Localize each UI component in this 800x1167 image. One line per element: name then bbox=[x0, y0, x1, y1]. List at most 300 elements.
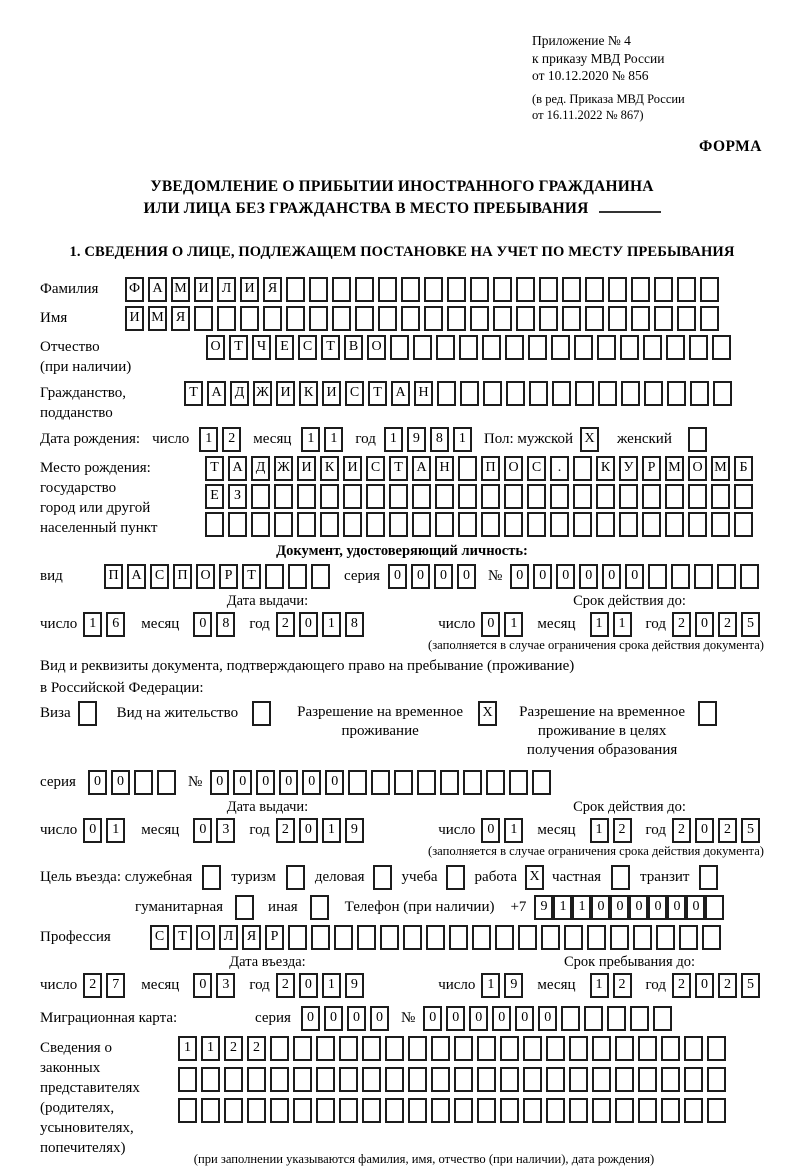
char-cell[interactable] bbox=[332, 306, 351, 331]
char-cell[interactable] bbox=[711, 512, 730, 537]
char-cell[interactable] bbox=[477, 1067, 496, 1092]
char-cell[interactable] bbox=[343, 512, 362, 537]
char-cell[interactable]: 5 bbox=[741, 818, 760, 843]
char-cell[interactable] bbox=[297, 484, 316, 509]
char-cell[interactable]: К bbox=[596, 456, 615, 481]
char-cell[interactable]: О bbox=[504, 456, 523, 481]
char-cell[interactable]: Т bbox=[368, 381, 387, 406]
char-cell[interactable] bbox=[607, 1006, 626, 1031]
purpose-business-checkbox[interactable] bbox=[373, 865, 392, 890]
char-cell[interactable] bbox=[575, 381, 594, 406]
char-cell[interactable]: 2 bbox=[613, 818, 632, 843]
char-cell[interactable] bbox=[389, 512, 408, 537]
birth-year-cells[interactable] bbox=[384, 427, 476, 452]
char-cell[interactable]: И bbox=[125, 306, 144, 331]
char-cell[interactable] bbox=[523, 1067, 542, 1092]
char-cell[interactable] bbox=[615, 1098, 634, 1123]
char-cell[interactable]: 0 bbox=[411, 564, 430, 589]
char-cell[interactable]: И bbox=[297, 456, 316, 481]
char-cell[interactable] bbox=[527, 484, 546, 509]
char-cell[interactable] bbox=[355, 306, 374, 331]
char-cell[interactable]: А bbox=[391, 381, 410, 406]
visa-checkbox[interactable] bbox=[78, 701, 97, 726]
char-cell[interactable] bbox=[228, 512, 247, 537]
char-cell[interactable]: У bbox=[619, 456, 638, 481]
phone-cells[interactable] bbox=[534, 895, 724, 920]
char-cell[interactable] bbox=[661, 1098, 680, 1123]
char-cell[interactable] bbox=[596, 484, 615, 509]
birth-place-cells-row3[interactable] bbox=[205, 512, 757, 537]
char-cell[interactable] bbox=[412, 484, 431, 509]
char-cell[interactable] bbox=[679, 925, 698, 950]
char-cell[interactable] bbox=[539, 306, 558, 331]
char-cell[interactable] bbox=[546, 1036, 565, 1061]
char-cell[interactable]: 1 bbox=[481, 973, 500, 998]
char-cell[interactable] bbox=[702, 925, 721, 950]
char-cell[interactable] bbox=[426, 925, 445, 950]
char-cell[interactable]: 0 bbox=[347, 1006, 366, 1031]
char-cell[interactable] bbox=[470, 277, 489, 302]
char-cell[interactable]: Т bbox=[389, 456, 408, 481]
char-cell[interactable] bbox=[546, 1098, 565, 1123]
char-cell[interactable] bbox=[417, 770, 436, 795]
profession-cells[interactable] bbox=[150, 925, 725, 950]
char-cell[interactable] bbox=[332, 277, 351, 302]
char-cell[interactable]: Т bbox=[184, 381, 203, 406]
char-cell[interactable]: Я bbox=[263, 277, 282, 302]
char-cell[interactable]: 1 bbox=[106, 818, 125, 843]
char-cell[interactable]: А bbox=[127, 564, 146, 589]
char-cell[interactable]: И bbox=[194, 277, 213, 302]
char-cell[interactable] bbox=[592, 1067, 611, 1092]
char-cell[interactable] bbox=[638, 1036, 657, 1061]
char-cell[interactable]: С bbox=[298, 335, 317, 360]
char-cell[interactable] bbox=[366, 512, 385, 537]
char-cell[interactable] bbox=[458, 456, 477, 481]
char-cell[interactable]: 0 bbox=[533, 564, 552, 589]
char-cell[interactable] bbox=[690, 381, 709, 406]
char-cell[interactable] bbox=[573, 456, 592, 481]
char-cell[interactable]: 2 bbox=[718, 973, 737, 998]
char-cell[interactable] bbox=[316, 1036, 335, 1061]
char-cell[interactable] bbox=[309, 306, 328, 331]
char-cell[interactable] bbox=[597, 335, 616, 360]
char-cell[interactable]: Т bbox=[242, 564, 261, 589]
char-cell[interactable]: А bbox=[412, 456, 431, 481]
char-cell[interactable] bbox=[504, 512, 523, 537]
char-cell[interactable]: П bbox=[481, 456, 500, 481]
char-cell[interactable] bbox=[366, 484, 385, 509]
char-cell[interactable] bbox=[550, 484, 569, 509]
char-cell[interactable] bbox=[656, 925, 675, 950]
issue1-valid-year-cells[interactable] bbox=[672, 612, 764, 637]
char-cell[interactable]: 0 bbox=[625, 564, 644, 589]
char-cell[interactable]: Р bbox=[265, 925, 284, 950]
char-cell[interactable] bbox=[505, 335, 524, 360]
char-cell[interactable] bbox=[562, 306, 581, 331]
char-cell[interactable]: О bbox=[196, 564, 215, 589]
char-cell[interactable] bbox=[638, 1098, 657, 1123]
char-cell[interactable]: С bbox=[150, 925, 169, 950]
char-cell[interactable]: 2 bbox=[718, 612, 737, 637]
char-cell[interactable] bbox=[654, 277, 673, 302]
char-cell[interactable]: 0 bbox=[610, 895, 629, 920]
char-cell[interactable]: 0 bbox=[686, 895, 705, 920]
char-cell[interactable]: М bbox=[148, 306, 167, 331]
char-cell[interactable]: И bbox=[240, 277, 259, 302]
char-cell[interactable] bbox=[316, 1098, 335, 1123]
char-cell[interactable]: В bbox=[344, 335, 363, 360]
char-cell[interactable] bbox=[201, 1098, 220, 1123]
migration-series-cells[interactable] bbox=[301, 1006, 393, 1031]
char-cell[interactable] bbox=[500, 1067, 519, 1092]
char-cell[interactable] bbox=[355, 277, 374, 302]
char-cell[interactable] bbox=[500, 1036, 519, 1061]
char-cell[interactable] bbox=[587, 925, 606, 950]
char-cell[interactable]: 1 bbox=[322, 973, 341, 998]
entry-month-cells[interactable] bbox=[193, 973, 239, 998]
char-cell[interactable] bbox=[431, 1036, 450, 1061]
birth-month-cells[interactable] bbox=[301, 427, 347, 452]
char-cell[interactable]: Р bbox=[219, 564, 238, 589]
char-cell[interactable] bbox=[707, 1098, 726, 1123]
char-cell[interactable] bbox=[495, 925, 514, 950]
char-cell[interactable] bbox=[644, 381, 663, 406]
char-cell[interactable] bbox=[437, 381, 456, 406]
purpose-humanitarian-checkbox[interactable] bbox=[235, 895, 254, 920]
char-cell[interactable] bbox=[598, 381, 617, 406]
char-cell[interactable]: С bbox=[345, 381, 364, 406]
char-cell[interactable] bbox=[270, 1067, 289, 1092]
char-cell[interactable] bbox=[592, 1098, 611, 1123]
char-cell[interactable] bbox=[596, 512, 615, 537]
char-cell[interactable] bbox=[339, 1036, 358, 1061]
char-cell[interactable]: 9 bbox=[534, 895, 553, 920]
char-cell[interactable]: А bbox=[148, 277, 167, 302]
issue2-year-cells[interactable] bbox=[276, 818, 368, 843]
char-cell[interactable] bbox=[661, 1036, 680, 1061]
char-cell[interactable] bbox=[343, 484, 362, 509]
char-cell[interactable]: 0 bbox=[83, 818, 102, 843]
char-cell[interactable] bbox=[615, 1036, 634, 1061]
char-cell[interactable] bbox=[573, 512, 592, 537]
char-cell[interactable]: 0 bbox=[648, 895, 667, 920]
char-cell[interactable] bbox=[684, 1098, 703, 1123]
char-cell[interactable] bbox=[378, 277, 397, 302]
identity-number-cells[interactable] bbox=[510, 564, 763, 589]
char-cell[interactable]: 0 bbox=[492, 1006, 511, 1031]
char-cell[interactable] bbox=[401, 306, 420, 331]
char-cell[interactable] bbox=[481, 512, 500, 537]
char-cell[interactable]: 2 bbox=[613, 973, 632, 998]
char-cell[interactable]: А bbox=[228, 456, 247, 481]
char-cell[interactable]: 1 bbox=[613, 612, 632, 637]
char-cell[interactable]: 9 bbox=[407, 427, 426, 452]
char-cell[interactable]: 0 bbox=[111, 770, 130, 795]
char-cell[interactable] bbox=[316, 1067, 335, 1092]
char-cell[interactable]: 0 bbox=[695, 973, 714, 998]
char-cell[interactable] bbox=[240, 306, 259, 331]
char-cell[interactable] bbox=[493, 306, 512, 331]
char-cell[interactable] bbox=[643, 335, 662, 360]
char-cell[interactable] bbox=[293, 1036, 312, 1061]
char-cell[interactable]: 0 bbox=[299, 612, 318, 637]
char-cell[interactable]: 9 bbox=[345, 818, 364, 843]
char-cell[interactable] bbox=[286, 306, 305, 331]
char-cell[interactable]: 0 bbox=[667, 895, 686, 920]
migration-number-cells[interactable] bbox=[423, 1006, 676, 1031]
char-cell[interactable]: 0 bbox=[457, 564, 476, 589]
char-cell[interactable] bbox=[621, 381, 640, 406]
char-cell[interactable] bbox=[205, 512, 224, 537]
citizenship-cells[interactable] bbox=[184, 381, 736, 406]
char-cell[interactable]: 1 bbox=[553, 895, 572, 920]
char-cell[interactable]: К bbox=[299, 381, 318, 406]
char-cell[interactable]: М bbox=[171, 277, 190, 302]
char-cell[interactable] bbox=[654, 306, 673, 331]
purpose-other-checkbox[interactable] bbox=[310, 895, 329, 920]
char-cell[interactable] bbox=[293, 1067, 312, 1092]
char-cell[interactable] bbox=[348, 770, 367, 795]
purpose-transit-checkbox[interactable] bbox=[699, 865, 718, 890]
issue2-valid-day-cells[interactable] bbox=[481, 818, 527, 843]
char-cell[interactable] bbox=[472, 925, 491, 950]
char-cell[interactable]: Ж bbox=[274, 456, 293, 481]
char-cell[interactable]: 0 bbox=[193, 612, 212, 637]
char-cell[interactable]: 0 bbox=[193, 818, 212, 843]
char-cell[interactable] bbox=[311, 925, 330, 950]
char-cell[interactable] bbox=[661, 1067, 680, 1092]
char-cell[interactable]: 0 bbox=[370, 1006, 389, 1031]
char-cell[interactable]: 1 bbox=[384, 427, 403, 452]
char-cell[interactable]: К bbox=[320, 456, 339, 481]
char-cell[interactable] bbox=[320, 484, 339, 509]
char-cell[interactable] bbox=[435, 484, 454, 509]
entry-day-cells[interactable] bbox=[83, 973, 129, 998]
char-cell[interactable] bbox=[403, 925, 422, 950]
char-cell[interactable] bbox=[541, 925, 560, 950]
doc2-series-cells[interactable] bbox=[88, 770, 180, 795]
char-cell[interactable] bbox=[288, 564, 307, 589]
char-cell[interactable]: 2 bbox=[276, 612, 295, 637]
identity-series-cells[interactable] bbox=[388, 564, 480, 589]
char-cell[interactable] bbox=[449, 925, 468, 950]
char-cell[interactable] bbox=[394, 770, 413, 795]
char-cell[interactable]: Я bbox=[242, 925, 261, 950]
char-cell[interactable] bbox=[539, 277, 558, 302]
char-cell[interactable] bbox=[293, 1098, 312, 1123]
char-cell[interactable]: 1 bbox=[590, 612, 609, 637]
purpose-tourism-checkbox[interactable] bbox=[286, 865, 305, 890]
char-cell[interactable] bbox=[357, 925, 376, 950]
char-cell[interactable] bbox=[648, 564, 667, 589]
char-cell[interactable]: Д bbox=[251, 456, 270, 481]
char-cell[interactable]: 0 bbox=[481, 818, 500, 843]
char-cell[interactable] bbox=[631, 277, 650, 302]
char-cell[interactable] bbox=[311, 564, 330, 589]
char-cell[interactable]: П bbox=[104, 564, 123, 589]
char-cell[interactable]: А bbox=[207, 381, 226, 406]
char-cell[interactable]: 2 bbox=[83, 973, 102, 998]
char-cell[interactable] bbox=[274, 512, 293, 537]
char-cell[interactable] bbox=[477, 1036, 496, 1061]
char-cell[interactable]: 2 bbox=[672, 973, 691, 998]
char-cell[interactable] bbox=[470, 306, 489, 331]
char-cell[interactable] bbox=[688, 512, 707, 537]
char-cell[interactable]: 1 bbox=[590, 818, 609, 843]
char-cell[interactable] bbox=[436, 335, 455, 360]
char-cell[interactable]: 2 bbox=[718, 818, 737, 843]
char-cell[interactable] bbox=[440, 770, 459, 795]
char-cell[interactable] bbox=[362, 1036, 381, 1061]
char-cell[interactable] bbox=[362, 1067, 381, 1092]
char-cell[interactable]: П bbox=[173, 564, 192, 589]
char-cell[interactable]: 1 bbox=[322, 612, 341, 637]
char-cell[interactable]: 1 bbox=[322, 818, 341, 843]
char-cell[interactable] bbox=[677, 277, 696, 302]
char-cell[interactable] bbox=[509, 770, 528, 795]
char-cell[interactable]: 1 bbox=[324, 427, 343, 452]
char-cell[interactable] bbox=[481, 484, 500, 509]
char-cell[interactable]: О bbox=[196, 925, 215, 950]
char-cell[interactable] bbox=[339, 1067, 358, 1092]
char-cell[interactable] bbox=[653, 1006, 672, 1031]
purpose-study-checkbox[interactable] bbox=[446, 865, 465, 890]
char-cell[interactable] bbox=[631, 306, 650, 331]
char-cell[interactable] bbox=[401, 277, 420, 302]
char-cell[interactable]: 1 bbox=[590, 973, 609, 998]
char-cell[interactable]: Ф bbox=[125, 277, 144, 302]
purpose-work-checkbox[interactable]: X bbox=[525, 865, 544, 890]
char-cell[interactable] bbox=[705, 895, 724, 920]
char-cell[interactable]: 2 bbox=[224, 1036, 243, 1061]
entry-valid-year-cells[interactable] bbox=[672, 973, 764, 998]
char-cell[interactable] bbox=[573, 484, 592, 509]
char-cell[interactable]: О bbox=[688, 456, 707, 481]
char-cell[interactable] bbox=[711, 484, 730, 509]
char-cell[interactable] bbox=[707, 1067, 726, 1092]
char-cell[interactable] bbox=[528, 335, 547, 360]
char-cell[interactable]: И bbox=[343, 456, 362, 481]
char-cell[interactable] bbox=[463, 770, 482, 795]
char-cell[interactable] bbox=[527, 512, 546, 537]
char-cell[interactable] bbox=[734, 484, 753, 509]
char-cell[interactable] bbox=[712, 335, 731, 360]
char-cell[interactable] bbox=[134, 770, 153, 795]
char-cell[interactable]: 8 bbox=[430, 427, 449, 452]
char-cell[interactable]: 2 bbox=[276, 818, 295, 843]
char-cell[interactable] bbox=[666, 335, 685, 360]
char-cell[interactable]: Т bbox=[321, 335, 340, 360]
char-cell[interactable] bbox=[500, 1098, 519, 1123]
char-cell[interactable] bbox=[435, 512, 454, 537]
char-cell[interactable]: 0 bbox=[579, 564, 598, 589]
char-cell[interactable]: Н bbox=[435, 456, 454, 481]
char-cell[interactable]: 0 bbox=[256, 770, 275, 795]
char-cell[interactable] bbox=[483, 381, 502, 406]
char-cell[interactable] bbox=[447, 306, 466, 331]
char-cell[interactable] bbox=[516, 277, 535, 302]
birth-place-cells-row1[interactable] bbox=[205, 456, 757, 481]
char-cell[interactable]: . bbox=[550, 456, 569, 481]
char-cell[interactable] bbox=[561, 1006, 580, 1031]
char-cell[interactable]: 7 bbox=[106, 973, 125, 998]
char-cell[interactable] bbox=[178, 1067, 197, 1092]
char-cell[interactable]: 0 bbox=[602, 564, 621, 589]
char-cell[interactable] bbox=[619, 512, 638, 537]
char-cell[interactable]: 0 bbox=[423, 1006, 442, 1031]
issue2-month-cells[interactable] bbox=[193, 818, 239, 843]
char-cell[interactable] bbox=[615, 1067, 634, 1092]
char-cell[interactable] bbox=[569, 1067, 588, 1092]
char-cell[interactable] bbox=[518, 925, 537, 950]
birth-place-cells-row2[interactable] bbox=[205, 484, 757, 509]
char-cell[interactable] bbox=[569, 1098, 588, 1123]
char-cell[interactable] bbox=[592, 1036, 611, 1061]
char-cell[interactable]: М bbox=[665, 456, 684, 481]
char-cell[interactable]: 0 bbox=[301, 1006, 320, 1031]
char-cell[interactable] bbox=[493, 277, 512, 302]
char-cell[interactable] bbox=[642, 484, 661, 509]
edu-residence-checkbox[interactable] bbox=[698, 701, 717, 726]
purpose-official-checkbox[interactable] bbox=[202, 865, 221, 890]
char-cell[interactable]: 1 bbox=[199, 427, 218, 452]
char-cell[interactable]: С bbox=[150, 564, 169, 589]
char-cell[interactable] bbox=[717, 564, 736, 589]
birth-day-cells[interactable] bbox=[199, 427, 245, 452]
char-cell[interactable] bbox=[194, 306, 213, 331]
char-cell[interactable] bbox=[529, 381, 548, 406]
char-cell[interactable] bbox=[667, 381, 686, 406]
char-cell[interactable] bbox=[447, 277, 466, 302]
char-cell[interactable] bbox=[408, 1036, 427, 1061]
char-cell[interactable] bbox=[506, 381, 525, 406]
char-cell[interactable]: 1 bbox=[178, 1036, 197, 1061]
entry-valid-month-cells[interactable] bbox=[590, 973, 636, 998]
char-cell[interactable]: 3 bbox=[216, 973, 235, 998]
char-cell[interactable]: 0 bbox=[210, 770, 229, 795]
char-cell[interactable]: 0 bbox=[481, 612, 500, 637]
purpose-private-checkbox[interactable] bbox=[611, 865, 630, 890]
char-cell[interactable] bbox=[665, 484, 684, 509]
char-cell[interactable] bbox=[247, 1067, 266, 1092]
char-cell[interactable]: 0 bbox=[695, 818, 714, 843]
char-cell[interactable]: 0 bbox=[324, 1006, 343, 1031]
char-cell[interactable] bbox=[297, 512, 316, 537]
char-cell[interactable] bbox=[610, 925, 629, 950]
char-cell[interactable] bbox=[638, 1067, 657, 1092]
char-cell[interactable] bbox=[665, 512, 684, 537]
char-cell[interactable] bbox=[459, 335, 478, 360]
char-cell[interactable]: Л bbox=[217, 277, 236, 302]
char-cell[interactable]: О bbox=[206, 335, 225, 360]
temp-residence-checkbox[interactable]: X bbox=[478, 701, 497, 726]
char-cell[interactable] bbox=[642, 512, 661, 537]
issue2-valid-month-cells[interactable] bbox=[590, 818, 636, 843]
char-cell[interactable] bbox=[339, 1098, 358, 1123]
char-cell[interactable] bbox=[458, 484, 477, 509]
char-cell[interactable]: Ч bbox=[252, 335, 271, 360]
char-cell[interactable]: Т bbox=[173, 925, 192, 950]
issue1-month-cells[interactable] bbox=[193, 612, 239, 637]
char-cell[interactable]: Ж bbox=[253, 381, 272, 406]
char-cell[interactable] bbox=[424, 306, 443, 331]
sex-female-checkbox[interactable] bbox=[688, 427, 707, 452]
char-cell[interactable]: 8 bbox=[345, 612, 364, 637]
char-cell[interactable] bbox=[694, 564, 713, 589]
char-cell[interactable]: 1 bbox=[83, 612, 102, 637]
char-cell[interactable]: 0 bbox=[434, 564, 453, 589]
